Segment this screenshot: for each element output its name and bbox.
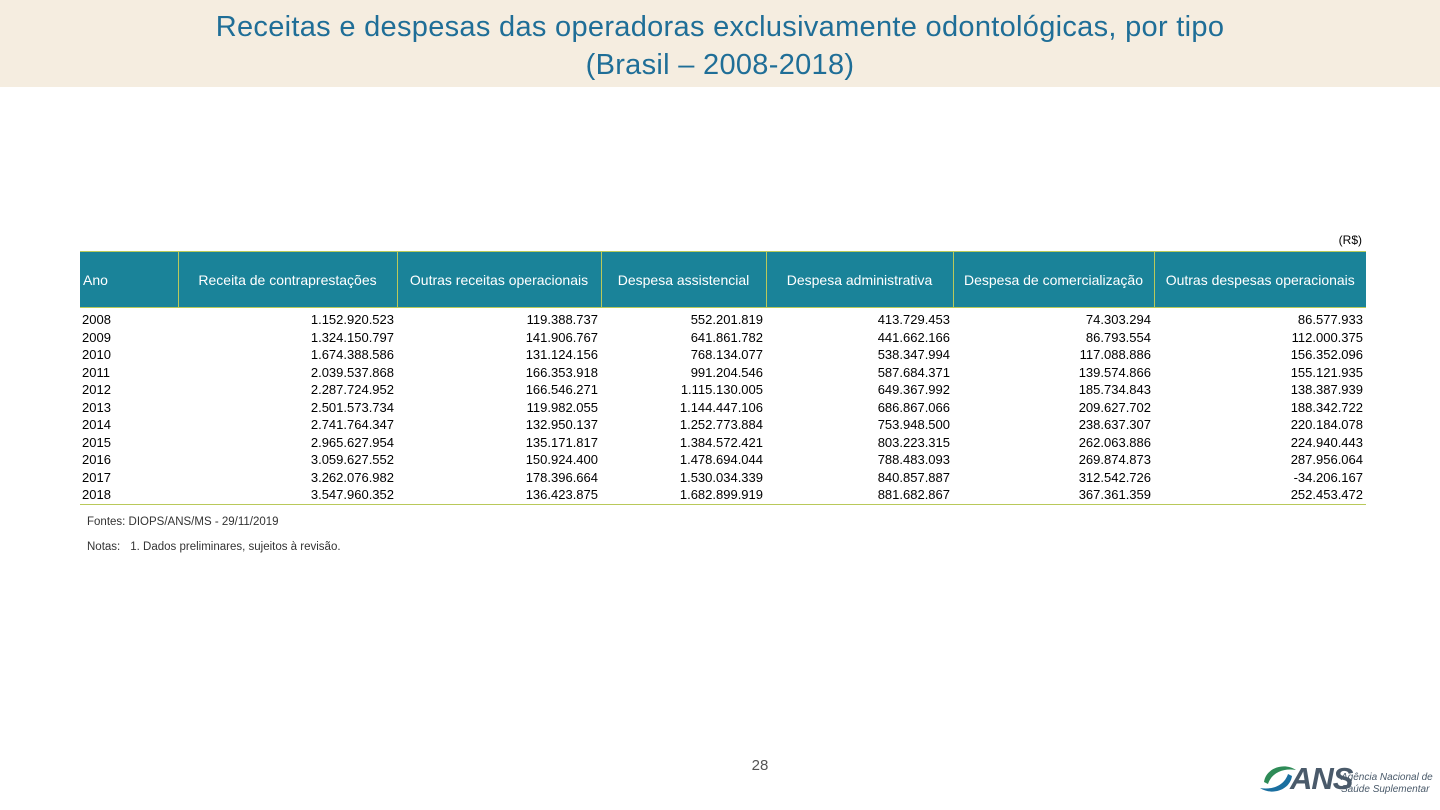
value-cell: 185.734.843 (1078, 382, 1151, 398)
year-cell: 2016 (82, 452, 111, 468)
logo-line1: Agência Nacional de (1341, 772, 1433, 783)
value-cell: 1.530.034.339 (679, 469, 763, 485)
table-row (80, 346, 1366, 364)
ans-logo (1258, 760, 1433, 800)
year-cell: 2009 (82, 329, 111, 345)
value-cell: 1.115.130.005 (680, 382, 763, 398)
table-header-row (80, 252, 1366, 308)
year-cell: 2011 (82, 364, 110, 380)
value-cell: 881.682.867 (766, 486, 953, 504)
value-cell: 262.063.886 (1078, 434, 1151, 450)
value-cell: 156.352.096 (1290, 347, 1363, 363)
value-cell: 220.184.078 (1290, 417, 1363, 433)
value-cell: 1.384.572.421 (679, 434, 763, 450)
year-cell: 2017 (82, 469, 111, 485)
table-row (80, 399, 1366, 417)
value-cell: 188.342.722 (1290, 399, 1363, 415)
value-cell: 166.353.918 (525, 364, 598, 380)
value-cell: 367.361.359 (953, 486, 1154, 504)
logo-line2: Saúde Suplementar (1341, 784, 1430, 795)
value-cell: 269.874.873 (1078, 452, 1151, 468)
value-cell: 788.483.093 (877, 452, 950, 468)
year-cell: 2018 (80, 486, 178, 504)
value-cell: 3.262.076.982 (310, 469, 394, 485)
value-cell: 135.171.817 (525, 434, 598, 450)
column-header: Despesa administrativa (766, 252, 953, 308)
year-cell: 2008 (82, 312, 111, 328)
value-cell: 112.000.375 (1291, 329, 1363, 345)
table-row (80, 451, 1366, 469)
value-cell: 86.577.933 (1297, 312, 1363, 328)
value-cell: 1.144.447.106 (679, 399, 763, 415)
notes-label: Notas: (87, 541, 121, 553)
value-cell: 2.965.627.954 (310, 434, 394, 450)
value-cell: 166.546.271 (525, 382, 598, 398)
value-cell: 413.729.453 (877, 312, 950, 328)
table-row (80, 308, 1366, 329)
value-cell: 132.950.137 (525, 417, 598, 433)
value-cell: 552.201.819 (690, 312, 763, 328)
table-row (80, 381, 1366, 399)
value-cell: 119.388.737 (526, 312, 598, 328)
value-cell: 252.453.472 (1154, 486, 1366, 504)
value-cell: 1.252.773.884 (679, 417, 763, 433)
value-cell: 1.478.694.044 (679, 452, 763, 468)
value-cell: 587.684.371 (877, 364, 950, 380)
source-note: Fontes: DIOPS/ANS/MS - 29/11/2019 (87, 516, 279, 528)
table-row (80, 329, 1366, 347)
title-band (0, 0, 1440, 87)
value-cell: 155.121.935 (1290, 364, 1363, 380)
notes (87, 541, 341, 553)
year-cell: 2013 (82, 399, 111, 415)
unit-label: (R$) (1338, 233, 1362, 247)
table-row (80, 434, 1366, 452)
value-cell: 1.324.150.797 (310, 329, 394, 345)
table-row (80, 364, 1366, 382)
table-body (80, 308, 1366, 505)
value-cell: 138.387.939 (1290, 382, 1363, 398)
column-header: Outras despesas operacionais (1154, 252, 1366, 308)
table-row (80, 416, 1366, 434)
column-header: Despesa de comercialização (953, 252, 1154, 308)
value-cell: 1.152.920.523 (310, 312, 394, 328)
year-cell: 2010 (82, 347, 111, 363)
value-cell: 641.861.782 (690, 329, 763, 345)
column-header: Receita de contraprestações (178, 252, 397, 308)
value-cell: 3.059.627.552 (310, 452, 394, 468)
value-cell: 1.674.388.586 (310, 347, 394, 363)
value-cell: 2.039.537.868 (310, 364, 394, 380)
value-cell: 178.396.664 (525, 469, 598, 485)
logo-acronym: ANS (1290, 761, 1353, 796)
page-title: Receitas e despesas das operadoras exclusivamente odontológicas, por tipo (215, 11, 1225, 43)
value-cell: 2.501.573.734 (310, 399, 394, 415)
table-row (80, 469, 1366, 487)
value-cell: 768.134.077 (690, 347, 763, 363)
page-number: 28 (751, 757, 769, 774)
value-cell: -34.206.167 (1293, 469, 1363, 485)
value-cell: 3.547.960.352 (178, 486, 397, 504)
page-subtitle: (Brasil – 2008-2018) (585, 49, 855, 81)
year-cell: 2012 (82, 382, 111, 398)
value-cell: 287.956.064 (1290, 452, 1363, 468)
value-cell: 119.982.055 (526, 399, 598, 415)
value-cell: 86.793.554 (1085, 329, 1151, 345)
value-cell: 441.662.166 (877, 329, 950, 345)
value-cell: 224.940.443 (1290, 434, 1363, 450)
value-cell: 117.088.886 (1079, 347, 1151, 363)
value-cell: 141.906.767 (525, 329, 598, 345)
value-cell: 753.948.500 (877, 417, 950, 433)
notes-text: 1. Dados preliminares, sujeitos à revisão. (130, 541, 341, 553)
value-cell: 840.857.887 (877, 469, 950, 485)
value-cell: 649.367.992 (877, 382, 950, 398)
column-header: Ano (80, 252, 178, 308)
value-cell: 150.924.400 (525, 452, 598, 468)
value-cell: 991.204.546 (690, 364, 763, 380)
year-cell: 2015 (82, 434, 111, 450)
value-cell: 131.124.156 (525, 347, 598, 363)
value-cell: 538.347.994 (877, 347, 950, 363)
data-table (80, 251, 1366, 505)
value-cell: 2.741.764.347 (310, 417, 394, 433)
value-cell: 686.867.066 (877, 399, 950, 415)
value-cell: 1.682.899.919 (601, 486, 766, 504)
table-row (80, 486, 1366, 504)
column-header: Outras receitas operacionais (397, 252, 601, 308)
year-cell: 2014 (82, 417, 111, 433)
value-cell: 136.423.875 (397, 486, 601, 504)
value-cell: 2.287.724.952 (310, 382, 394, 398)
column-header: Despesa assistencial (601, 252, 766, 308)
value-cell: 139.574.866 (1078, 364, 1151, 380)
value-cell: 209.627.702 (1078, 399, 1151, 415)
value-cell: 803.223.315 (877, 434, 950, 450)
value-cell: 238.637.307 (1078, 417, 1151, 433)
value-cell: 312.542.726 (1078, 469, 1151, 485)
value-cell: 74.303.294 (1085, 312, 1151, 328)
